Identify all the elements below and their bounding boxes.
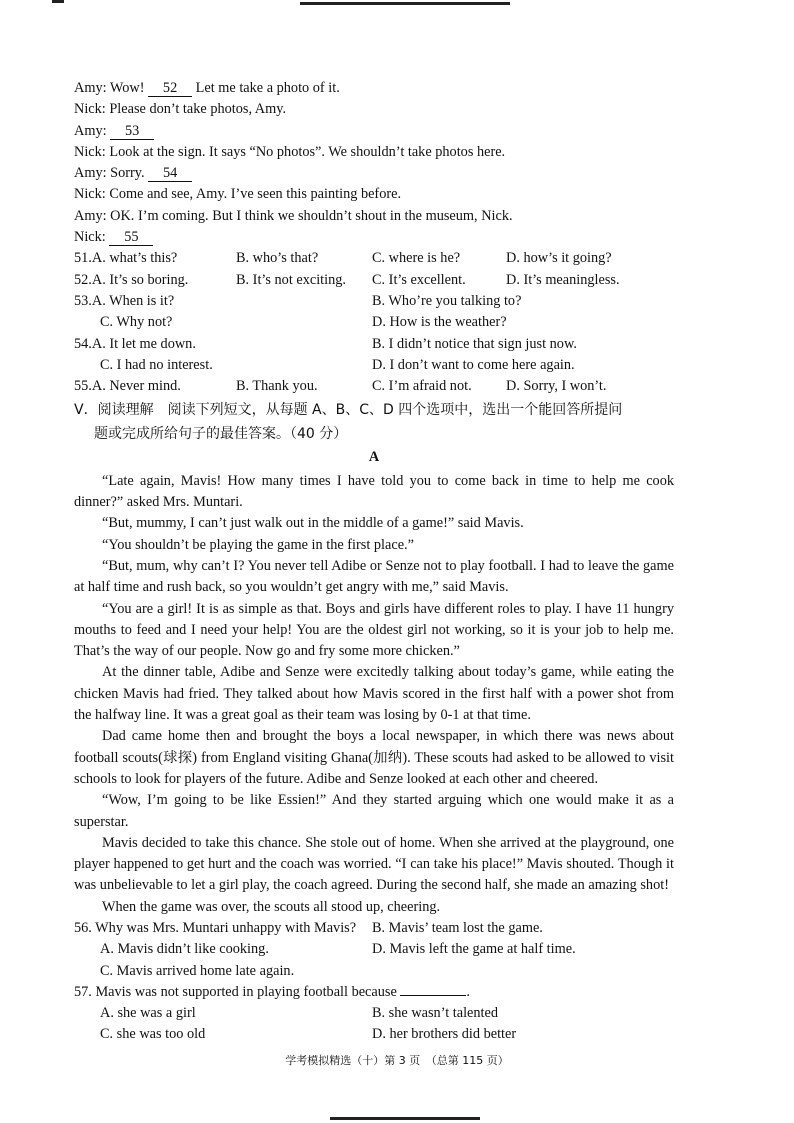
- passage-paragraph: “But, mummy, I can’t just walk out in the middle of a game!” said Mavis.: [102, 515, 524, 532]
- option-b: B. It’s not exciting.: [236, 271, 346, 288]
- page-footer: 学考模拟精选（十）第 3 页 （总第 115 页）: [285, 1054, 509, 1067]
- option-a: A. she was a girl: [100, 1005, 196, 1022]
- dialogue-line: [74, 227, 674, 248]
- question-51: [74, 248, 674, 269]
- dialogue-line: [74, 142, 674, 163]
- option-c: C. Why not?: [100, 314, 173, 331]
- option-b: B. I didn’t notice that sign just now.: [372, 335, 577, 352]
- question-number: 51.: [74, 250, 92, 267]
- dialogue-text: Let me take a photo of it.: [195, 80, 340, 96]
- option-c: C. I had no interest.: [100, 356, 213, 373]
- option-b: B. Who’re you talking to?: [372, 292, 522, 309]
- dialogue-line: [74, 78, 674, 99]
- question-number: 52.: [74, 271, 92, 288]
- option-c: C. It’s excellent.: [372, 271, 466, 288]
- question-57-stem: [74, 982, 674, 1003]
- question-53-row2: [74, 312, 674, 333]
- dialogue-text: Look at the sign. It says “No photos”. We shouldn’t take photos here.: [109, 143, 506, 160]
- question-number: 54.: [74, 335, 92, 352]
- passage: [74, 471, 674, 918]
- question-54-row2: [74, 355, 674, 376]
- option-b: B. she wasn’t talented: [372, 1005, 498, 1022]
- scan-mark: [52, 0, 64, 3]
- speaker-label: Nick:: [74, 229, 106, 246]
- dialogue-text: Please don’t take photos, Amy.: [109, 101, 287, 118]
- reading-questions: [74, 918, 674, 1046]
- passage-paragraph: At the dinner table, Adibe and Senze were excitedly talking about today’s game, while eating the chicken Mavis had fried. They talked about how Mavis scored in the first half with a power shot from the halfway line. It was a great goal as their team was losing by 0-1 at that time.: [74, 664, 674, 724]
- dialogue-line: [74, 163, 674, 184]
- dialogue-line: [74, 121, 674, 142]
- dialogue-text: OK. I’m coming. But I think we shouldn’t shout in the museum, Nick.: [110, 207, 513, 224]
- passage-paragraph: “Wow, I’m going to be like Essien!” And they started arguing which one would make it as a superstar.: [74, 792, 674, 830]
- option-d: D. I don’t want to come here again.: [372, 356, 575, 373]
- question-number: 53.: [74, 292, 92, 309]
- blank-52: 52: [148, 80, 192, 97]
- question-stem: 57. Mavis was not supported in playing football because: [74, 983, 397, 1000]
- passage-paragraph: Mavis decided to take this chance. She stole out of home. When she arrived at the playground, one player happened to get hurt and the coach was worried. “I can take his place!” Mavis shouted. Though it was unbelievable to let a girl play, the coach agreed. During the second half, she made an amazing shot!: [74, 834, 674, 894]
- passage-paragraph: “But, mum, why can’t I? You never tell Adibe or Senze not to play football. I had to leave the game at half time and rush back, so you wouldn’t get angry with me,” said Mavis.: [74, 557, 674, 596]
- speaker-label: Amy:: [74, 165, 107, 182]
- option-a: A. Never mind.: [91, 378, 181, 395]
- option-c: C. where is he?: [372, 250, 461, 267]
- option-d: D. Mavis left the game at half time.: [372, 941, 576, 958]
- section-title-cont: 题或完成所给句子的最佳答案。（40 分）: [94, 426, 348, 443]
- dialogue-line: [74, 184, 674, 205]
- answer-blank: [400, 995, 466, 996]
- speaker-label: Nick:: [74, 143, 106, 160]
- dialogue: [74, 78, 674, 248]
- question-56-row3: [74, 961, 674, 982]
- dialogue-text: Sorry.: [110, 165, 145, 182]
- question-57-row2: [74, 1024, 674, 1045]
- dialogue-text: Come and see, Amy. I’ve seen this painting before.: [109, 186, 402, 203]
- question-number: 55.: [74, 378, 92, 395]
- scan-edge-bottom: [330, 1117, 480, 1120]
- option-d: D. How is the weather?: [372, 314, 507, 331]
- section-title: V．阅读理解 阅读下列短文，从每题 A、B、C、D 四个选项中，选出一个能回答所提问: [74, 402, 623, 419]
- blank-55: 55: [109, 229, 153, 246]
- speaker-label: Amy:: [74, 80, 107, 96]
- dialogue-text: Wow!: [109, 80, 145, 96]
- option-d: D. how’s it going?: [506, 250, 612, 267]
- option-a: A. It’s so boring.: [91, 271, 189, 288]
- option-b: B. Thank you.: [236, 378, 318, 395]
- dialogue-line: [74, 99, 674, 120]
- option-d: D. Sorry, I won’t.: [506, 378, 607, 395]
- question-stem: 56. Why was Mrs. Muntari unhappy with Mavis?: [74, 919, 357, 936]
- blank-54: 54: [148, 165, 192, 182]
- option-c: C. I’m afraid not.: [372, 378, 472, 395]
- passage-paragraph: “You shouldn’t be playing the game in the first place.”: [102, 536, 414, 553]
- option-b: B. who’s that?: [236, 250, 319, 267]
- speaker-label: Amy:: [74, 122, 107, 139]
- passage-paragraph: When the game was over, the scouts all stood up, cheering.: [102, 898, 441, 915]
- option-d: D. It’s meaningless.: [506, 271, 620, 288]
- question-53: [74, 291, 674, 312]
- speaker-label: Nick:: [74, 101, 106, 118]
- question-55: [74, 376, 674, 397]
- blank-53: 53: [110, 123, 154, 140]
- option-c: C. Mavis arrived home late again.: [100, 962, 295, 979]
- option-a: A. When is it?: [91, 292, 175, 309]
- option-a: A. what’s this?: [91, 250, 178, 267]
- cloze-options: [74, 248, 674, 397]
- option-c: C. she was too old: [100, 1026, 206, 1043]
- option-a: A. Mavis didn’t like cooking.: [100, 941, 269, 958]
- passage-paragraph: Dad came home then and brought the boys a local newspaper, in which there was news about football scouts(球探) from England visiting Ghana(加纳). These scouts had asked to be allowed to visit schools to look for players of the future. Adibe and Senze looked at each other and cheered.: [74, 728, 674, 787]
- option-b: B. Mavis’ team lost the game.: [372, 919, 543, 936]
- speaker-label: Amy:: [74, 207, 107, 224]
- question-57-row1: [74, 1003, 674, 1024]
- question-56-row2: [74, 939, 674, 960]
- passage-paragraph: “You are a girl! It is as simple as that. Boys and girls have different roles to play. I have 11 hungry mouths to feed and I need your help! You are the oldest girl not working, so it is your job to help me. That’s the way of our people. Now go and fry some more chicken.”: [74, 600, 674, 660]
- option-a: A. It let me down.: [91, 335, 196, 352]
- question-stem-tail: .: [466, 983, 470, 1000]
- option-d: D. her brothers did better: [372, 1026, 517, 1043]
- page-content: [74, 78, 674, 1046]
- dialogue-line: [74, 206, 674, 227]
- scan-edge-top: [300, 2, 510, 5]
- question-56: [74, 918, 674, 939]
- question-52: [74, 270, 674, 291]
- passage-paragraph: “Late again, Mavis! How many times I have told you to come back in time to help me cook dinner?” asked Mrs. Muntari.: [74, 472, 674, 511]
- speaker-label: Nick:: [74, 186, 106, 203]
- question-54: [74, 334, 674, 355]
- passage-label: A: [368, 449, 380, 466]
